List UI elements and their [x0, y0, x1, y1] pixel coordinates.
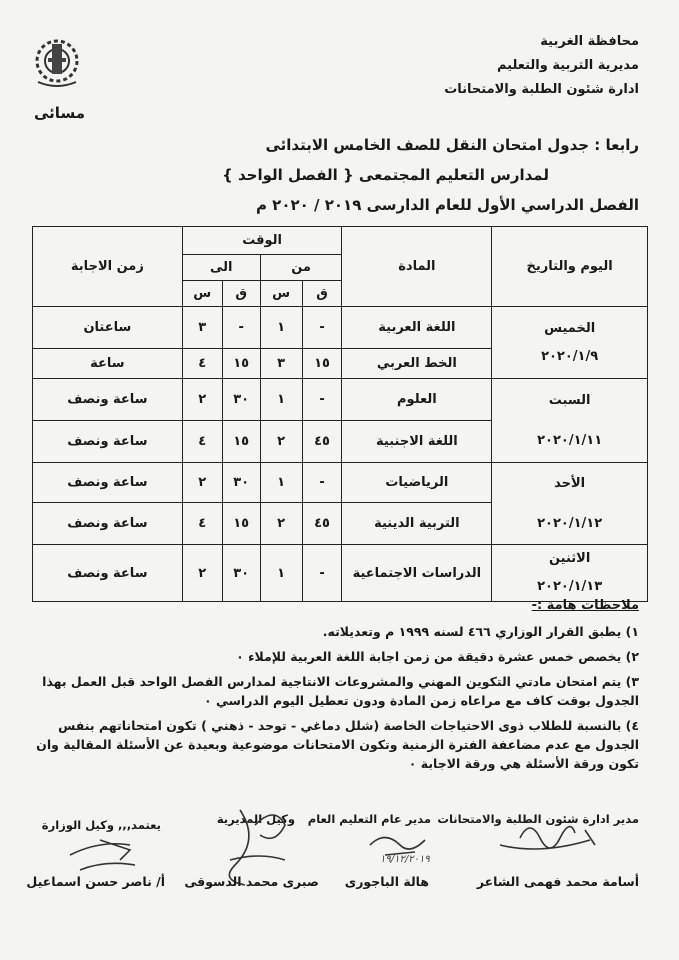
signature-name: أسامة محمد فهمى الشاعر: [476, 874, 639, 889]
signature-role: يعتمد,,, وكيل الوزارة: [41, 818, 161, 832]
directorate-label: مديرية التربية والتعليم: [496, 58, 639, 73]
to-hour-cell: ٢: [182, 379, 222, 421]
to-minute-cell: ٣٠: [222, 463, 260, 503]
to-hour-cell: ٤: [182, 349, 222, 379]
from-minute-cell: ١٥: [302, 349, 342, 379]
governorate-label: محافظة الغربية: [540, 34, 639, 49]
term-title: الفصل الدراسي الأول للعام الدارسى ٢٠١٩ / ٢٠٢٠ م: [255, 196, 639, 214]
day-date: ٢٠٢٠/١/١١: [537, 432, 603, 448]
duration-cell: ساعة ونصف: [33, 545, 183, 602]
from-minute-cell: -: [302, 307, 342, 349]
subject-cell: الدراسات الاجتماعية: [342, 545, 492, 602]
day-name: الأحد: [554, 475, 586, 491]
day-date: ٢٠٢٠/١/١٣: [537, 579, 603, 594]
signature-role: وكيل المديرية: [216, 812, 295, 826]
note-item: ١) يطبق القرار الوزاري ٤٦٦ لسنه ١٩٩٩ م وتعديلاته.: [322, 624, 639, 639]
school-type-title: لمدارس التعليم المجتمعى { الفصل الواحد }: [222, 166, 549, 184]
header-day-date: اليوم والتاريخ: [492, 227, 648, 307]
from-minute-cell: ٤٥: [302, 503, 342, 545]
subject-cell: العلوم: [342, 379, 492, 421]
duration-cell: ساعة ونصف: [33, 463, 183, 503]
duration-cell: ساعتان: [33, 307, 183, 349]
from-hour-cell: ١: [260, 307, 302, 349]
day-date: ٢٠٢٠/١/٩: [541, 348, 599, 364]
to-hour-cell: ٢: [182, 463, 222, 503]
from-hour-cell: ٢: [260, 421, 302, 463]
day-cell: [492, 545, 648, 602]
day-cell: [492, 307, 648, 379]
from-hour-cell: ١: [260, 545, 302, 602]
day-cell: [492, 379, 648, 463]
notes-heading: ملاحظات هامة :-: [531, 598, 639, 613]
to-hour-cell: ٤: [182, 503, 222, 545]
exam-title: رابعا : جدول امتحان النقل للصف الخامس الابتدائى: [265, 136, 639, 154]
to-hour-cell: ٤: [182, 421, 222, 463]
signature-name: أ/ ناصر حسن اسماعيل: [26, 874, 165, 889]
signature-role: مدير عام التعليم العام: [307, 812, 431, 826]
exam-schedule-table: [32, 226, 648, 602]
signature-name: هالة الباجورى: [344, 874, 429, 889]
to-hour-cell: ٢: [182, 545, 222, 602]
note-item: ٢) يخصص خمس عشرة دقيقة من زمن اجابة اللغة العربية للإملاء ٠: [236, 649, 639, 664]
subject-cell: اللغة العربية: [342, 307, 492, 349]
to-minute-cell: ١٥: [222, 421, 260, 463]
header-to: الى: [182, 255, 260, 281]
from-hour-cell: ١: [260, 379, 302, 421]
from-minute-cell: -: [302, 463, 342, 503]
notes-list: [29, 622, 639, 773]
header-duration: زمن الاجابة: [33, 227, 183, 307]
day-name: الخميس: [544, 320, 596, 336]
to-minute-cell: ٣٠: [222, 545, 260, 602]
duration-cell: ساعة ونصف: [33, 503, 183, 545]
table-row: [33, 307, 648, 349]
header-time: الوقت: [182, 227, 342, 255]
header-from-minute: ق: [302, 281, 342, 307]
day-cell: [492, 463, 648, 545]
header-to-hour: س: [182, 281, 222, 307]
subject-cell: الرياضيات: [342, 463, 492, 503]
session-label: مسائى: [34, 104, 85, 122]
to-minute-cell: ١٥: [222, 349, 260, 379]
to-minute-cell: ١٥: [222, 503, 260, 545]
ministry-logo-icon: [28, 30, 86, 92]
from-hour-cell: ١: [260, 463, 302, 503]
note-item: ٤) بالنسبة للطلاب ذوى الاحتياجات الخاصة (شلل دماغي - توحد - ذهني ) تكون امتحاناتهم بنفس الجدول مع عدم مضاعفة الفترة الزمنية وتكون الامتحانات موضوعية وبعيدة عن الأسئلة المقالية وان تكون ورقة الأسئلة هي ورقة الاجابة ٠: [36, 718, 639, 771]
from-minute-cell: -: [302, 545, 342, 602]
subject-cell: التربية الدينية: [342, 503, 492, 545]
signature-role: مدير ادارة شئون الطلبة والامتحانات: [437, 812, 639, 826]
subject-cell: الخط العربي: [342, 349, 492, 379]
duration-cell: ساعة ونصف: [33, 421, 183, 463]
to-minute-cell: ٣٠: [222, 379, 260, 421]
header-from: من: [260, 255, 342, 281]
table-row: [33, 463, 648, 503]
signature-name: صبرى محمد الدسوقى: [184, 874, 319, 889]
from-hour-cell: ٢: [260, 503, 302, 545]
header-to-minute: ق: [222, 281, 260, 307]
department-label: ادارة شئون الطلبة والامتحانات: [444, 82, 639, 97]
table-row: [33, 379, 648, 421]
from-minute-cell: -: [302, 379, 342, 421]
duration-cell: ساعة ونصف: [33, 379, 183, 421]
subject-cell: اللغة الاجنبية: [342, 421, 492, 463]
header-subject: المادة: [342, 227, 492, 307]
to-hour-cell: ٣: [182, 307, 222, 349]
from-minute-cell: ٤٥: [302, 421, 342, 463]
handwritten-date: ١٩/١٢/٢٠١٩: [380, 854, 430, 865]
from-hour-cell: ٣: [260, 349, 302, 379]
table-row: [33, 545, 648, 602]
header-from-hour: س: [260, 281, 302, 307]
note-item: ٣) يتم امتحان مادتي التكوين المهني والمشروعات الانتاجية لمدارس الفصل الواحد قبل العمل بهذا الجدول بوقت كاف مع مراعاه زمن المادة ودون تعطيل اليوم الدراسي ٠: [42, 674, 639, 708]
day-date: ٢٠٢٠/١/١٢: [537, 515, 603, 531]
day-name: الاثنين: [548, 551, 591, 566]
day-name: السبت: [548, 392, 591, 408]
to-minute-cell: -: [222, 307, 260, 349]
duration-cell: ساعة: [33, 349, 183, 379]
